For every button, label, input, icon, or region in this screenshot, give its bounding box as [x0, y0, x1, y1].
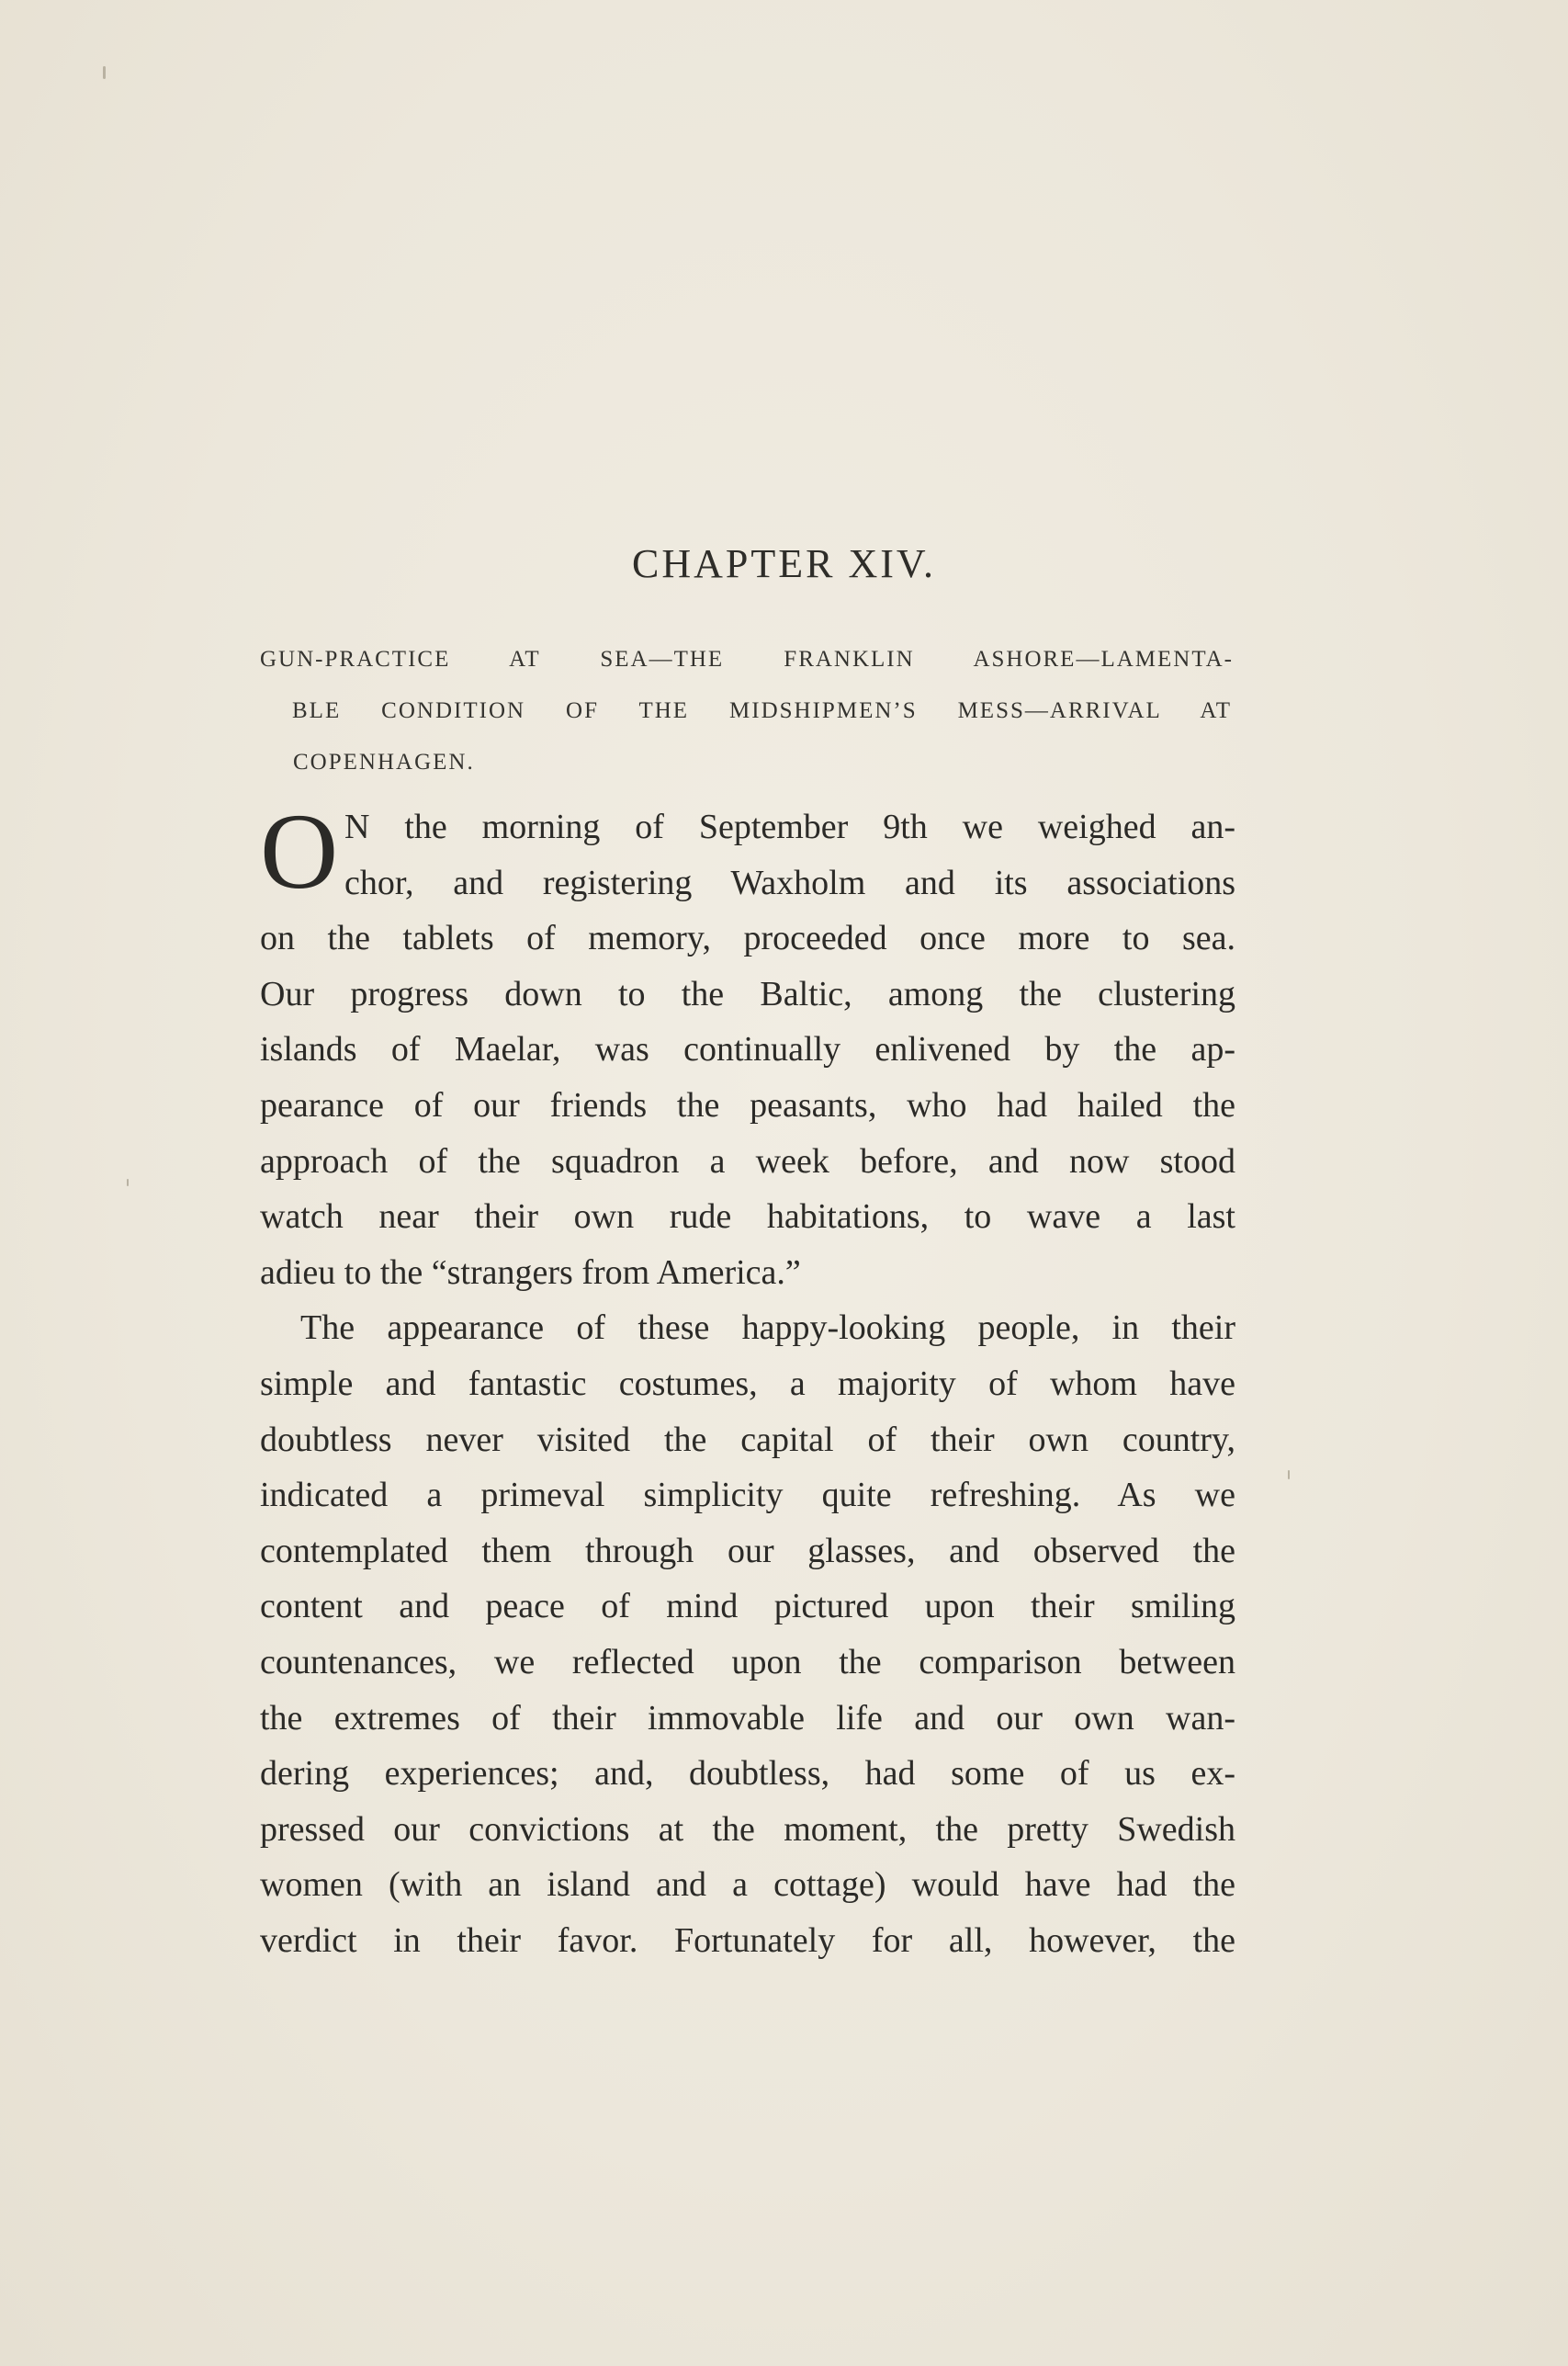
text-line: watch near their own rude habitations, to wave a last: [260, 1197, 1235, 1237]
text-line: pressed our convictions at the moment, the pretty Swedish: [260, 1809, 1235, 1849]
text-line: women (with an island and a cottage) would have had the: [260, 1865, 1235, 1905]
text-line: The appearance of these happy-looking people, in their: [300, 1308, 1235, 1348]
paragraph-1: [260, 791, 1235, 1300]
text-line: contemplated them through our glasses, and observed the: [260, 1531, 1235, 1570]
text-line: on the tablets of memory, proceeded once more to sea.: [260, 919, 1235, 958]
paragraph-2: [260, 1300, 1235, 1968]
text-line: indicated a primeval simplicity quite refreshing. As we: [260, 1476, 1235, 1515]
text-line: the extremes of their immovable life and our own wan-: [260, 1698, 1235, 1738]
text-line: N the morning of September 9th we weighed an-: [344, 808, 1235, 846]
summary-line: GUN-PRACTICE AT SEA—THE FRANKLIN ASHORE—LAMENTA-: [260, 647, 1234, 672]
paper-speck: [103, 66, 106, 79]
summary-line: BLE CONDITION OF THE MIDSHIPMEN’S MESS—ARRIVAL AT: [292, 698, 1232, 723]
paper-speck: [1288, 1470, 1290, 1479]
text-line: content and peace of mind pictured upon their smiling: [260, 1587, 1235, 1626]
paper-speck: [127, 1179, 129, 1186]
text-line: adieu to the “strangers from America.”: [260, 1252, 801, 1292]
body-text: [260, 791, 1235, 1968]
text-line: simple and fantastic costumes, a majority of whom have: [260, 1364, 1235, 1403]
text-line: doubtless never visited the capital of their own country,: [260, 1420, 1235, 1459]
drop-cap: O: [260, 791, 339, 911]
text-line: chor, and registering Waxholm and its associations: [344, 863, 1235, 902]
text-line: countenances, we reflected upon the comparison between: [260, 1642, 1235, 1681]
text-line: pearance of our friends the peasants, who had hailed the: [260, 1085, 1235, 1125]
text-line: islands of Maelar, was continually enlivened by the ap-: [260, 1030, 1235, 1070]
text-line: approach of the squadron a week before, and now stood: [260, 1141, 1235, 1181]
chapter-title: CHAPTER XIV.: [631, 541, 936, 586]
text-line: verdict in their favor. Fortunately for all, however, the: [260, 1920, 1235, 1960]
summary-line: COPENHAGEN.: [293, 750, 475, 775]
text-line: Our progress down to the Baltic, among the clustering: [260, 974, 1235, 1013]
text-line: dering experiences; and, doubtless, had some of us ex-: [260, 1754, 1235, 1794]
chapter-summary: [260, 634, 1234, 788]
